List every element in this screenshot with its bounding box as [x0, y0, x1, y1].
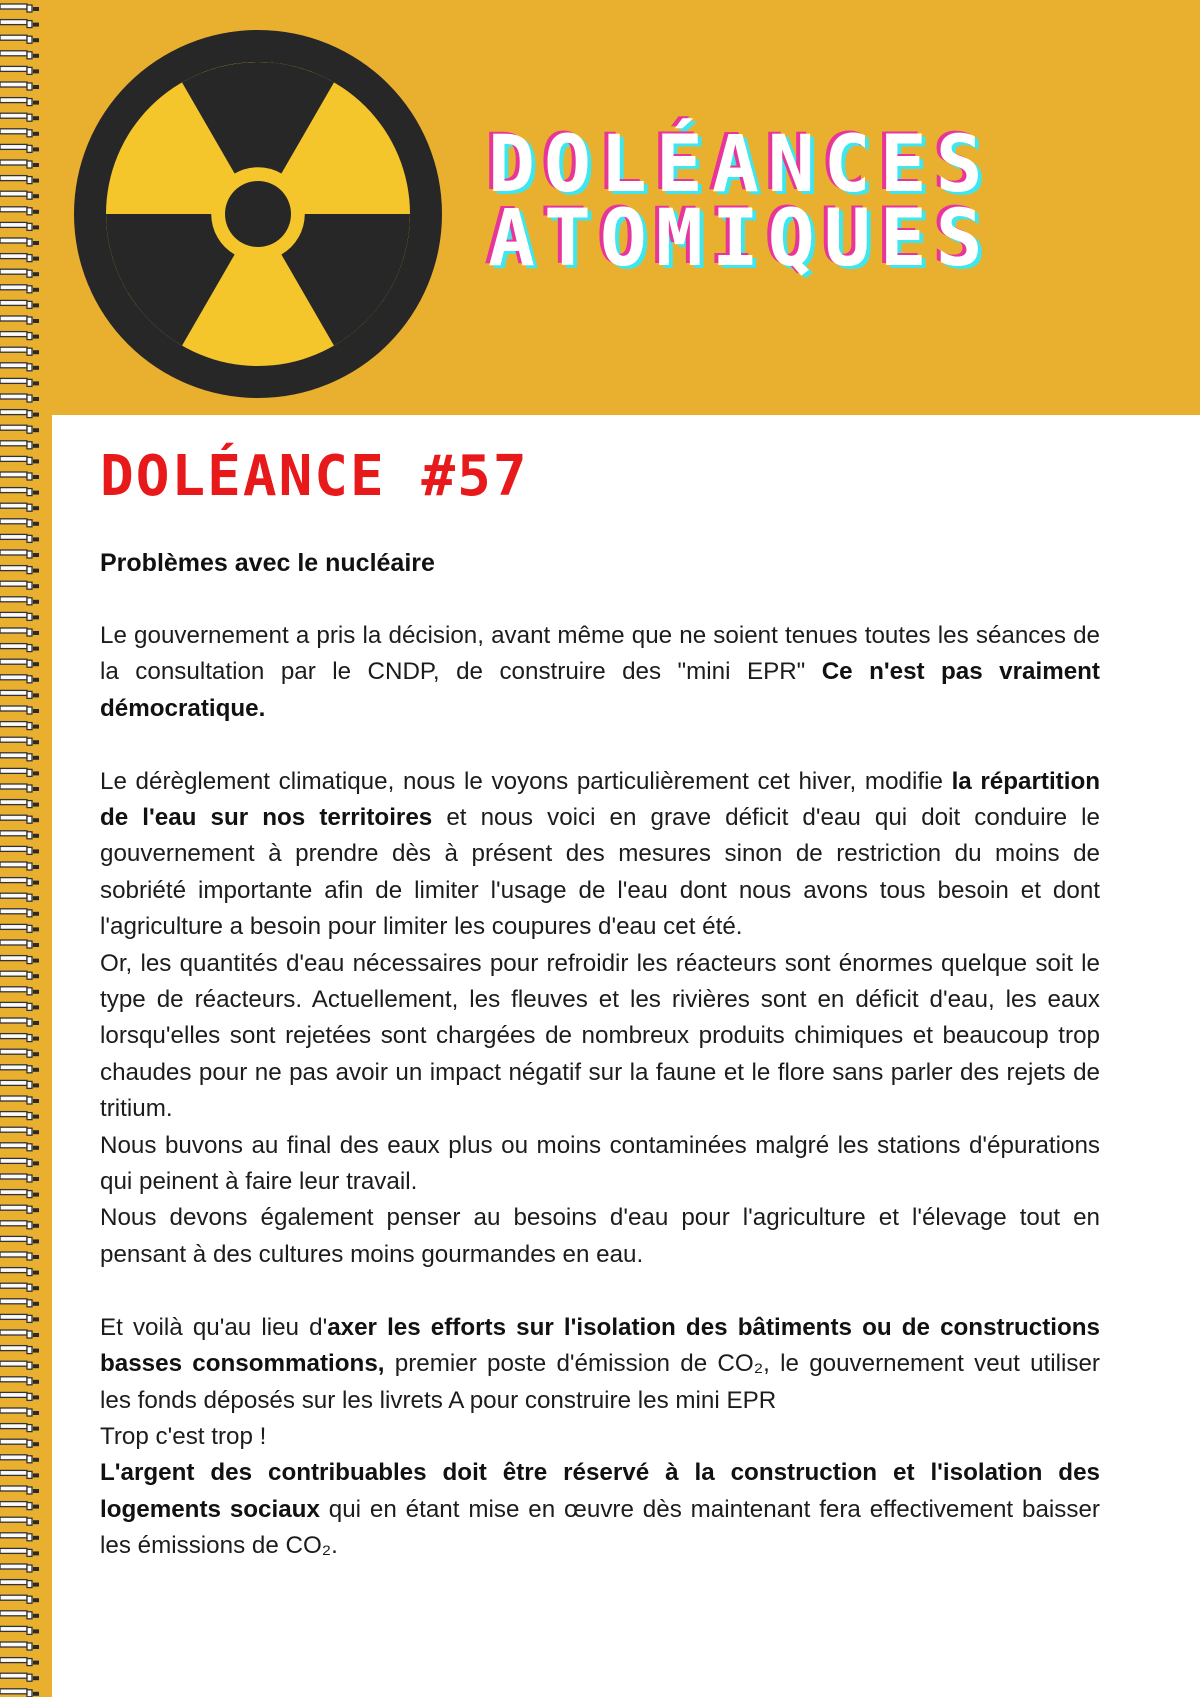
doleance-body [100, 618, 1100, 1565]
paragraph-5: Nous devons également penser au besoins d'eau pour l'agriculture et l'élevage tout en pensant à des cultures moins gourmandes en eau. [100, 1204, 1100, 1268]
paragraph-3: Or, les quantités d'eau nécessaires pour refroidir les réacteurs sont énormes quelque soit le type de réacteurs. Actuellement, les fleuves et les rivières sont en déficit d'eau, les eaux lorsqu'elles sont rejetées sont chargées de nombreux produits chimiques et beaucoup trop chaudes pour ne pas avoir un impact négatif sur la faune et le flore sans parler des rejets de tritium. [100, 949, 1100, 1123]
title-line-2: ATOMIQUES [488, 194, 992, 284]
paragraph-6: Et voilà qu'au lieu d'axer les efforts sur l'isolation des bâtiments ou de constructions basses consommations, premier poste d'émission de CO₂, le gouvernement veut utiliser les fonds déposés sur les livrets A pour construire les mini EPR [100, 1313, 1100, 1414]
page-title [488, 120, 1178, 284]
paragraph-1: Le gouvernement a pris la décision, avant même que ne soient tenues toutes les séances de la consultation par le CNDP, de construire des "mini EPR" Ce n'est pas vraiment démocratique. [100, 622, 1100, 722]
spiral-rings [0, 0, 52, 1697]
paragraph-4: Nous buvons au final des eaux plus ou moins contaminées malgré les stations d'épurations qui peinent à faire leur travail. [100, 1131, 1100, 1196]
title-line-1: DOLÉANCES [488, 120, 992, 210]
spiral-binding [0, 0, 52, 1697]
doleance-subject: Problèmes avec le nucléaire [100, 549, 435, 577]
paragraph-2: Le dérèglement climatique, nous le voyons particulièrement cet hiver, modifie la répartition de l'eau sur nos territoires et nous voici en grave déficit d'eau qui doit conduire le gouvernement à prendre dès à présent des mesures sinon de restriction du moins de sobriété importante afin de limiter l'usage de l'eau dont nous avons tous besoin et dont l'agriculture a besoin pour limiter les coupures d'eau cet été. [100, 767, 1100, 941]
paragraph-8: L'argent des contribuables doit être réservé à la construction et l'isolation des logements sociaux qui en étant mise en œuvre dès maintenant fera effectivement baisser les émissions de CO₂. [100, 1459, 1100, 1560]
doleance-number: DOLÉANCE #57 [100, 444, 529, 509]
radiation-hazard-icon [74, 30, 442, 398]
paragraph-7: Trop c'est trop ! [100, 1422, 267, 1450]
